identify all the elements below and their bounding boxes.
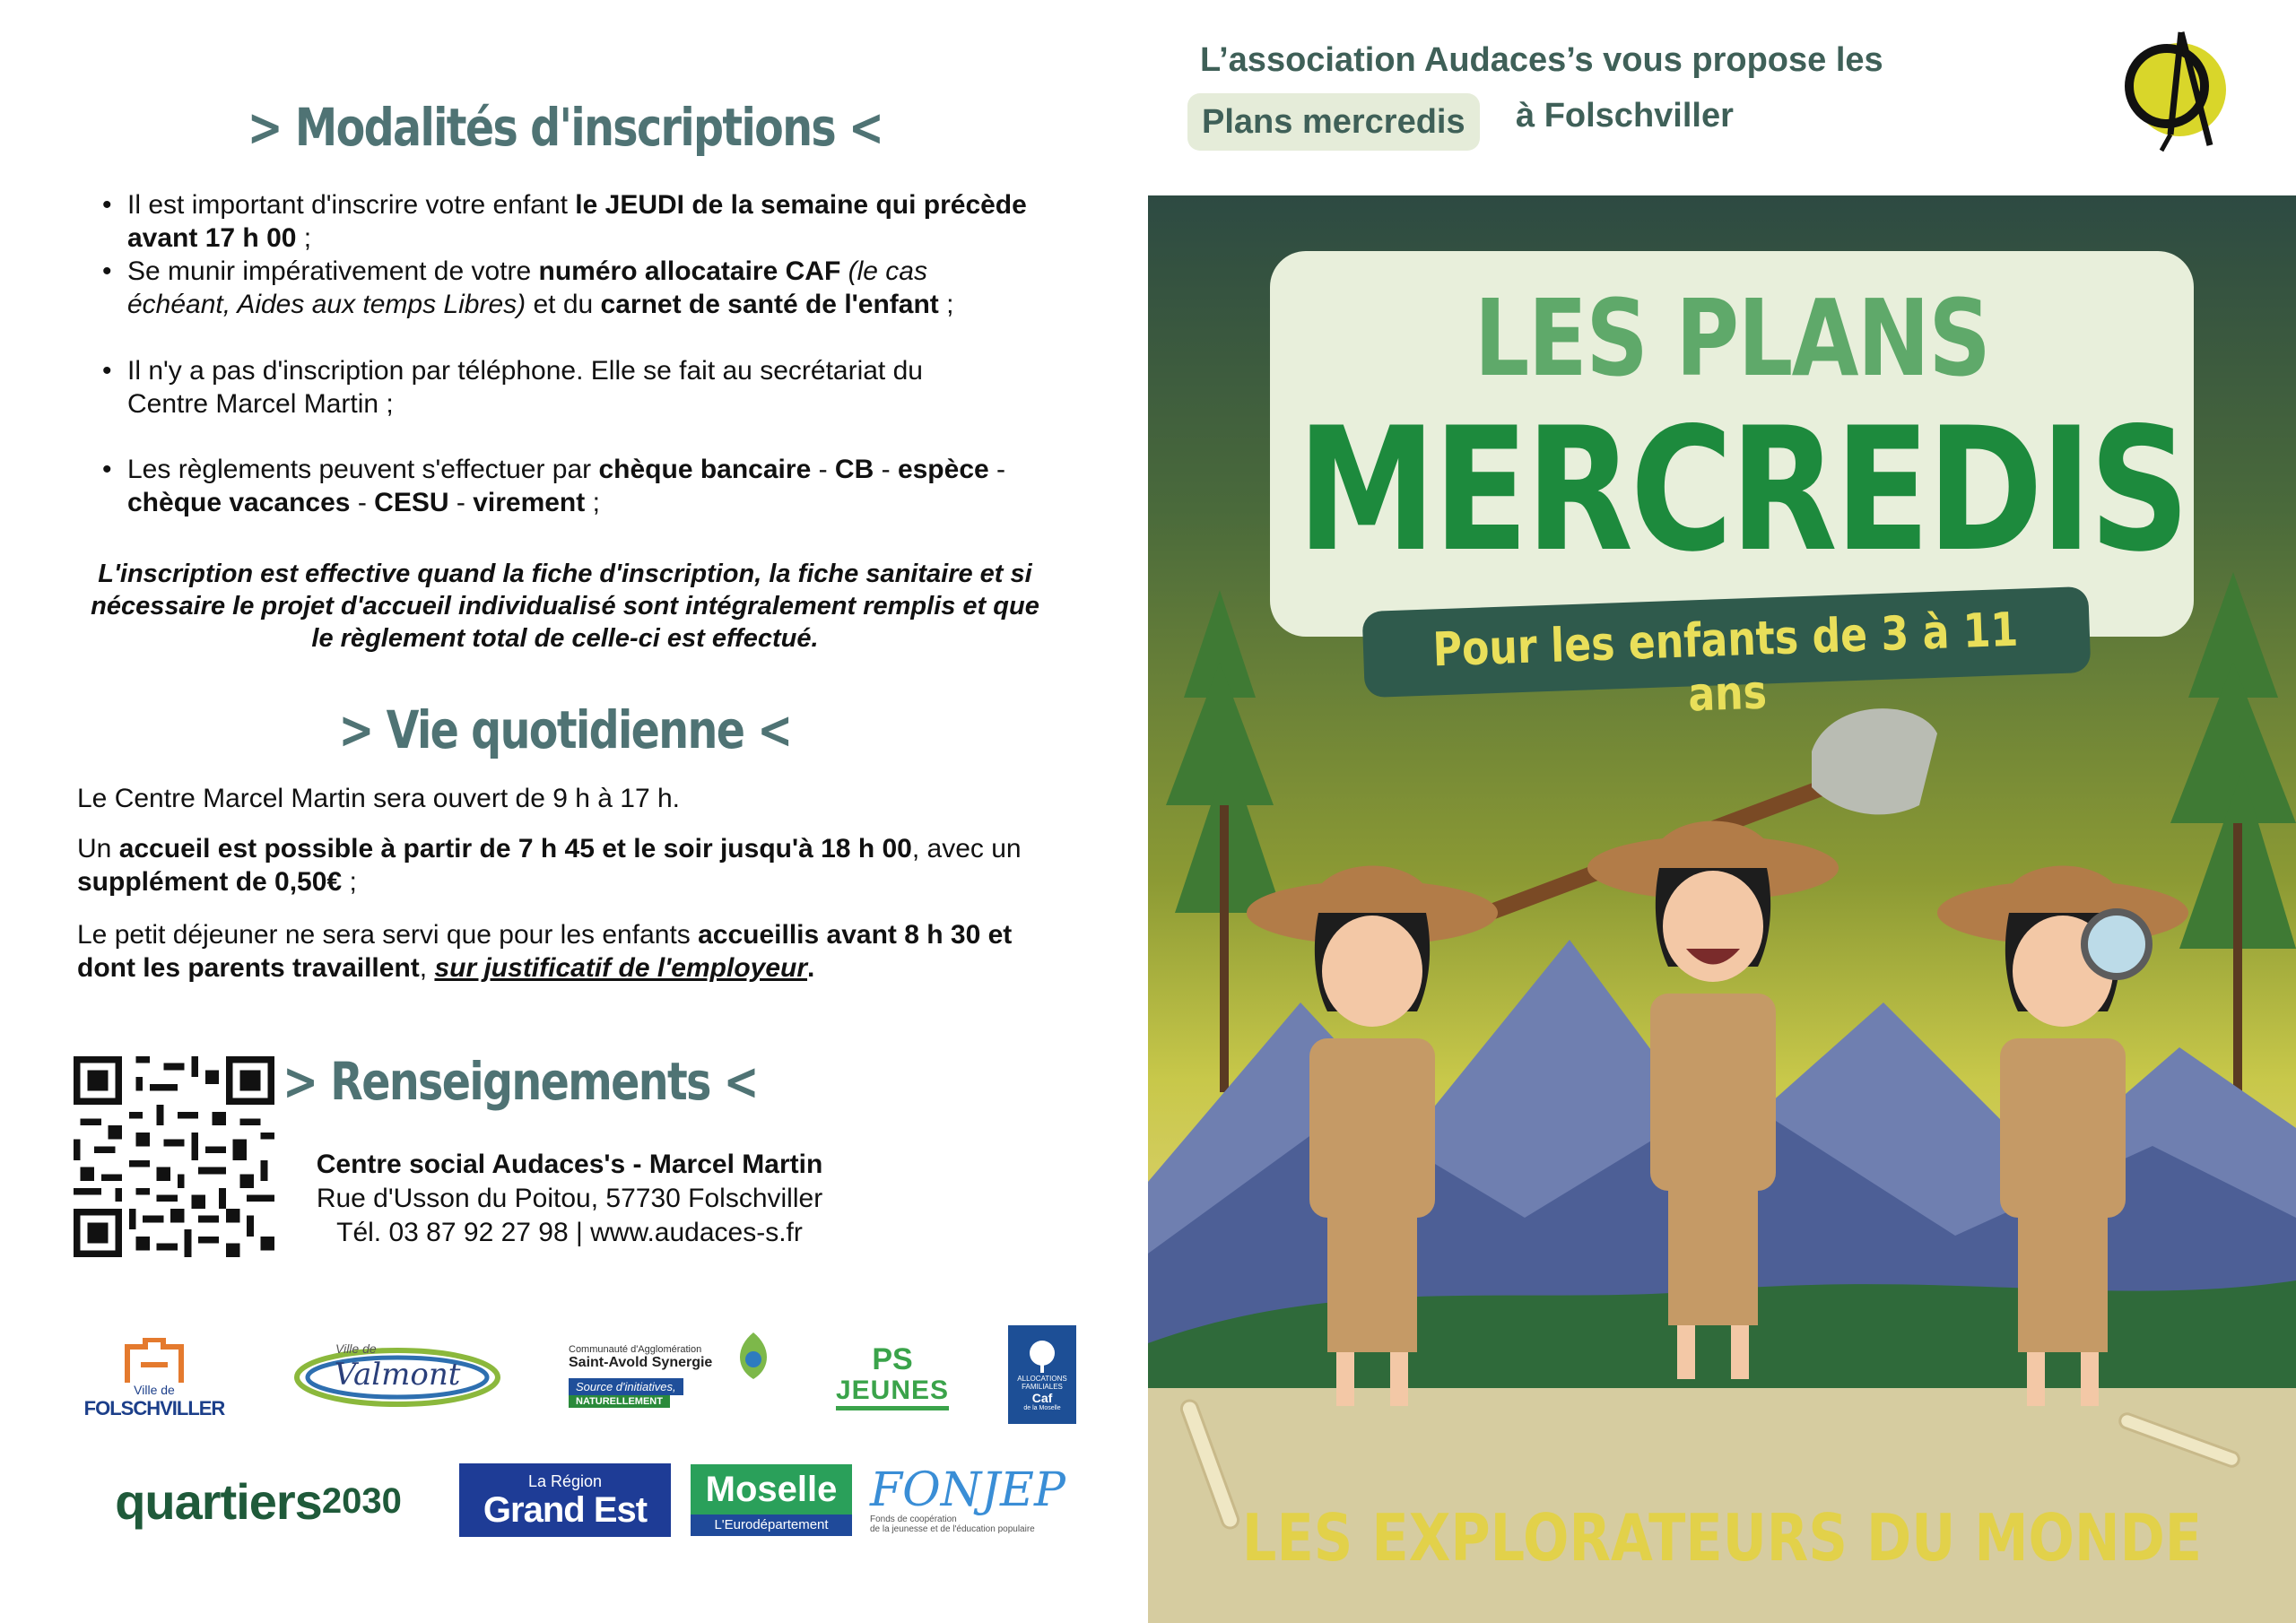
- grand-est-logo: La Région Grand Est: [459, 1463, 671, 1537]
- list-item: • Il n'y a pas d'inscription par téléphone. Elle se fait au secrétariat du Centre Marcel Martin ;: [108, 354, 1085, 421]
- folschviller-emblem-icon: [114, 1338, 195, 1388]
- poster-title-2: MERCREDIS: [1297, 391, 2187, 589]
- centre-contact[interactable]: Tél. 03 87 92 27 98 | www.audaces-s.fr: [336, 1218, 803, 1247]
- inscriptions-list: [108, 188, 1085, 519]
- header-place: à Folschviller: [1516, 97, 1734, 135]
- list-item: • Les règlements peuvent s'effectuer par chèque bancaire - CB - espèce - chèque vacances - CESU - virement ;: [108, 453, 1085, 519]
- opening-hours: Le Centre Marcel Martin sera ouvert de 9 h à 17 h.: [77, 784, 681, 813]
- centre-address: Rue d'Usson du Poitou, 57730 Folschviller: [316, 1184, 823, 1213]
- poster: [1148, 195, 2296, 1623]
- early-care: Un accueil est possible à partir de 7 h 45 et le soir jusqu'à 18 h 00, avec un supplément de 0,50€ ;: [77, 834, 1022, 897]
- moselle-logo: Moselle L'Eurodépartement: [691, 1463, 852, 1537]
- caf-tree-icon: [1022, 1339, 1062, 1375]
- poster-title-1: LES PLANS: [1474, 276, 1990, 400]
- saint-avold-leaf-icon: [732, 1329, 775, 1383]
- ps-jeunes-logo: PS JEUNES: [834, 1331, 951, 1422]
- vie-title: > Vie quotidienne <: [338, 699, 792, 760]
- qr-code[interactable]: [74, 1056, 274, 1257]
- inscriptions-title: > Modalités d'inscriptions <: [247, 97, 883, 158]
- list-item: • Se munir impérativement de votre numéro allocataire CAF (le cas échéant, Aides aux temps Libres) et du carnet de santé de l'enfant ;: [108, 255, 1085, 321]
- header-intro: L’association Audaces’s vous propose les: [1200, 41, 1883, 79]
- caf-logo: ALLOCATIONS FAMILIALES Caf de la Moselle: [1008, 1325, 1076, 1424]
- centre-name: Centre social Audaces's - Marcel Martin: [316, 1150, 823, 1179]
- audaces-logo-icon: [2117, 27, 2233, 152]
- quartiers-2030-logo: quartiers 2030: [115, 1472, 402, 1530]
- folschviller-logo: Ville de FOLSCHVILLER: [75, 1325, 233, 1433]
- list-item: • Il est important d'inscrire votre enfant le JEUDI de la semaine qui précède avant 17 h 00 ;: [108, 188, 1085, 255]
- left-panel: [0, 0, 1130, 1623]
- saint-avold-logo: Communauté d'Agglomération Saint-Avold Synergie Source d'initiatives, NATURELLEMENT: [569, 1324, 775, 1428]
- valmont-logo: Ville de Valmont: [292, 1336, 502, 1413]
- breakfast: Le petit déjeuner ne sera servi que pour les enfants accueillis avant 8 h 30 et dont les parents travaillent, sur justificatif de l'employeur.: [77, 920, 1013, 983]
- contact-block: [278, 1148, 861, 1250]
- poster-subtitle: Pour les enfants de 3 à 11 ans: [1431, 603, 2020, 723]
- header-pill: Plans mercredis: [1187, 93, 1480, 151]
- fonjep-logo: FONJEP Fonds de coopération de la jeunesse et de l'éducation populaire: [870, 1463, 1066, 1534]
- renseignements-title: > Renseignements <: [283, 1051, 758, 1112]
- poster-footer: LES EXPLORATEURS DU MONDE: [1241, 1500, 2203, 1575]
- inscription-note: L'inscription est effective quand la fiche d'inscription, la fiche sanitaire et si nécessaire le projet d'accueil individualisé sont intégralement remplis et que le règlement total de celle-ci est effectué.: [91, 560, 1039, 653]
